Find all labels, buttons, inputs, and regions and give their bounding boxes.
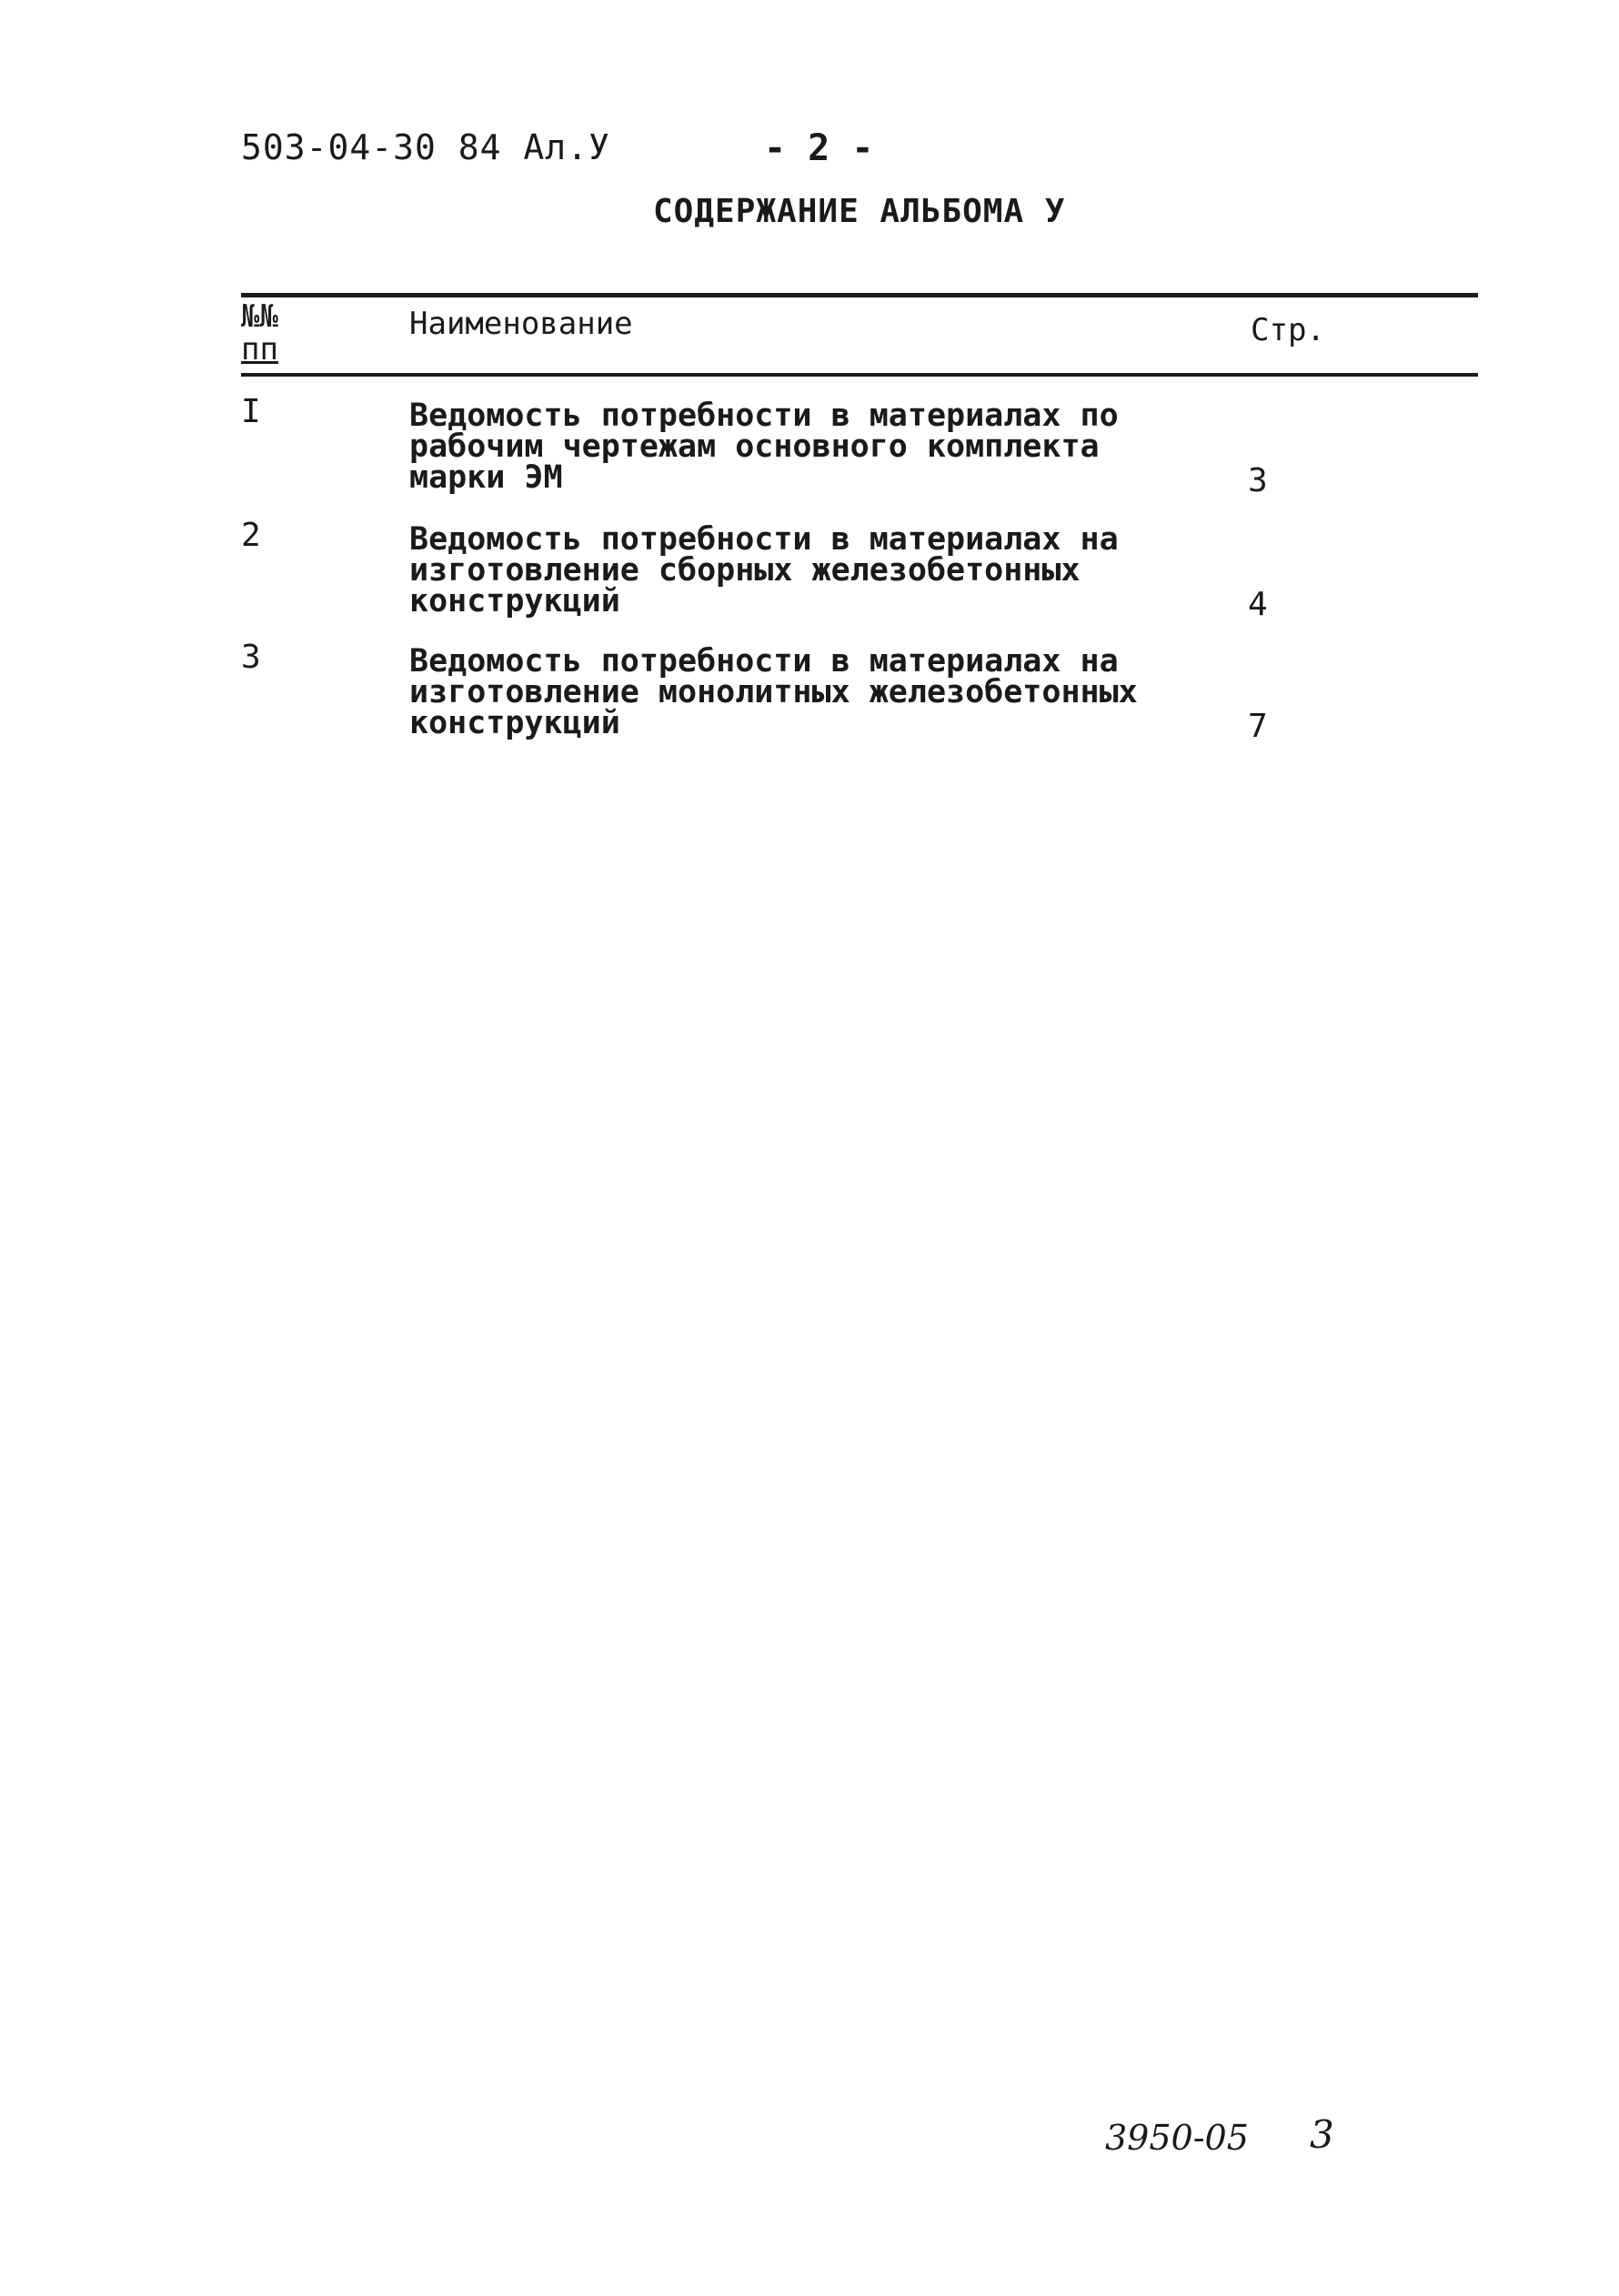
column-header-name: Наименование <box>409 306 633 342</box>
row-title <box>409 643 1138 741</box>
table-header-rule <box>241 373 1478 377</box>
column-header-number-line2: пп <box>241 331 278 368</box>
table-top-rule <box>241 293 1478 297</box>
column-header-number-line1: №№ <box>241 298 278 335</box>
row-page: 4 <box>1248 586 1268 623</box>
column-header-page: Стр. <box>1251 312 1325 348</box>
row-number: 3 <box>241 639 261 676</box>
row-number: I <box>241 393 261 430</box>
row-title-line: конструкций <box>409 705 620 741</box>
row-title <box>409 398 1137 496</box>
row-title-line: Ведомость потребности в материалах по <box>409 398 1119 434</box>
document-code: 503-04-30 84 Ал.У <box>241 127 610 167</box>
row-title-line: марки ЭМ <box>409 459 563 496</box>
row-title-line: Ведомость потребности в материалах на <box>409 521 1119 558</box>
handwritten-page-number: 3 <box>1310 2112 1334 2157</box>
row-title-line: изготовление сборных железобетонных <box>409 552 1081 589</box>
row-title-line: рабочим чертежам основного комплекта <box>409 428 1100 465</box>
row-page: 7 <box>1248 708 1268 745</box>
row-title-line: Ведомость потребности в материалах на <box>409 643 1119 680</box>
handwritten-code: 3950-05 <box>1105 2118 1249 2158</box>
page-title: СОДЕРЖАНИЕ АЛЬБОМА У <box>653 193 1066 230</box>
row-title-line: изготовление монолитных железобетонных <box>409 674 1138 710</box>
column-header-number <box>241 300 278 366</box>
page-number: - 2 - <box>764 127 874 169</box>
row-title <box>409 521 1137 619</box>
row-number: 2 <box>241 517 261 554</box>
row-title-line: конструкций <box>409 583 620 619</box>
row-page: 3 <box>1248 462 1268 499</box>
